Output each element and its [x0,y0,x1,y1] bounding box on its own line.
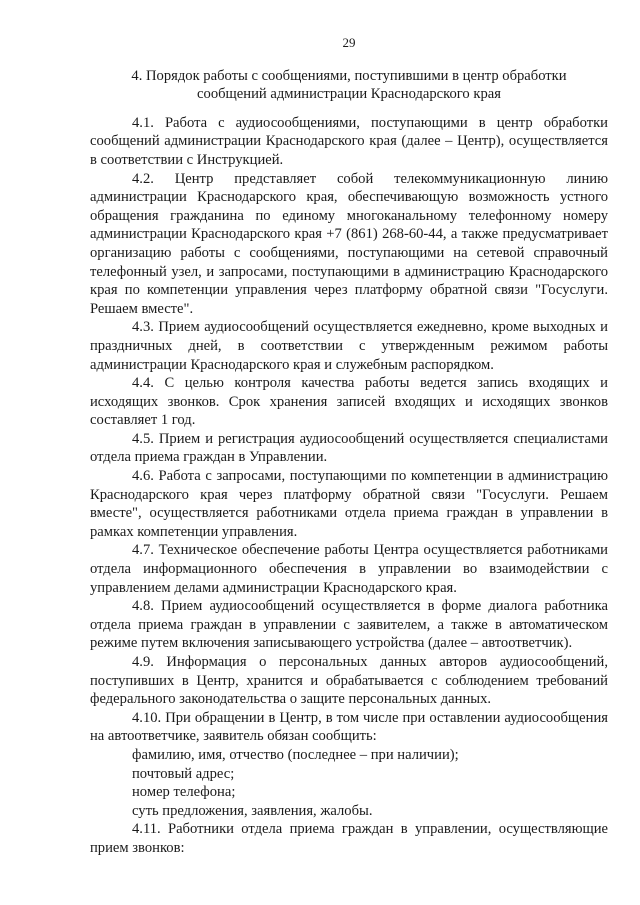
paragraph-4-2: 4.2. Центр представляет собой телекоммуникационную линию администрации Краснодарского края, обеспечивающую возможность устного обращения гражданина по единому многоканальному телефонному номеру администрации Краснодарского края +7 (861) 268-60-44, а также предусматривает организацию работы с сообщениями, поступающими на сетевой справочный телефонный узел, и запросами, поступающими в администрацию Краснодарского края по компетенции управления через платформу обратной связи "Госуслуги. Решаем вместе". [90,170,608,317]
page-number: 29 [342,35,356,50]
list-item-phone-number: номер телефона; [132,784,236,801]
paragraph-4-5: 4.5. Прием и регистрация аудиосообщений осуществляется специалистами отдела приема граждан в Управлении. [90,430,608,466]
list-item-postal-address: почтовый адрес; [132,765,235,782]
paragraph-4-3: 4.3. Прием аудиосообщений осуществляется ежедневно, кроме выходных и праздничных дней, в соответствии с утвержденным режимом работы администрации Краснодарского края и служебным распорядком. [90,319,608,373]
paragraph-4-8: 4.8. Прием аудиосообщений осуществляется в форме диалога работника отдела приема граждан в управлении с заявителем, а также в автоматическом режиме путем включения записывающего устройства (далее – автоответчик). [90,598,608,652]
paragraph-4-6: 4.6. Работа с запросами, поступающими по компетенции в администрацию Краснодарского края через платформу обратной связи "Госуслуги. Решаем вместе", осуществляется работниками отдела приема граждан в управлении в рамках компетенции управления. [90,468,608,540]
section-title: 4. Порядок работы с сообщениями, поступившими в центр обработки сообщений администрации Краснодарского края [131,67,567,103]
list-item-request-essence: суть предложения, заявления, жалобы. [132,802,373,819]
paragraph-4-10: 4.10. При обращении в Центр, в том числе при оставлении аудиосообщения на автоответчике, заявитель обязан сообщить: [90,709,608,745]
paragraph-4-1: 4.1. Работа с аудиосообщениями, поступающими в центр обработки сообщений администрации Краснодарского края (далее – Центр), осуществляется в соответствии с Инструкцией. [90,114,608,168]
list-item-full-name: фамилию, имя, отчество (последнее – при наличии); [132,746,459,763]
paragraph-4-11: 4.11. Работники отдела приема граждан в управлении, осуществляющие прием звонков: [90,821,608,856]
paragraph-4-4: 4.4. С целью контроля качества работы ведется запись входящих и исходящих звонков. Срок хранения записей входящих и исходящих звонков составляет 1 год. [90,375,608,429]
paragraph-4-7: 4.7. Техническое обеспечение работы Центра осуществляется работниками отдела информационного обеспечения в управлении во взаимодействии с управлением делами администрации Краснодарского края. [90,542,608,596]
paragraph-4-9: 4.9. Информация о персональных данных авторов аудиосообщений, поступивших в Центр, хранится и обрабатывается с соблюдением требований федерального законодательства о защите персональных данных. [90,654,608,708]
